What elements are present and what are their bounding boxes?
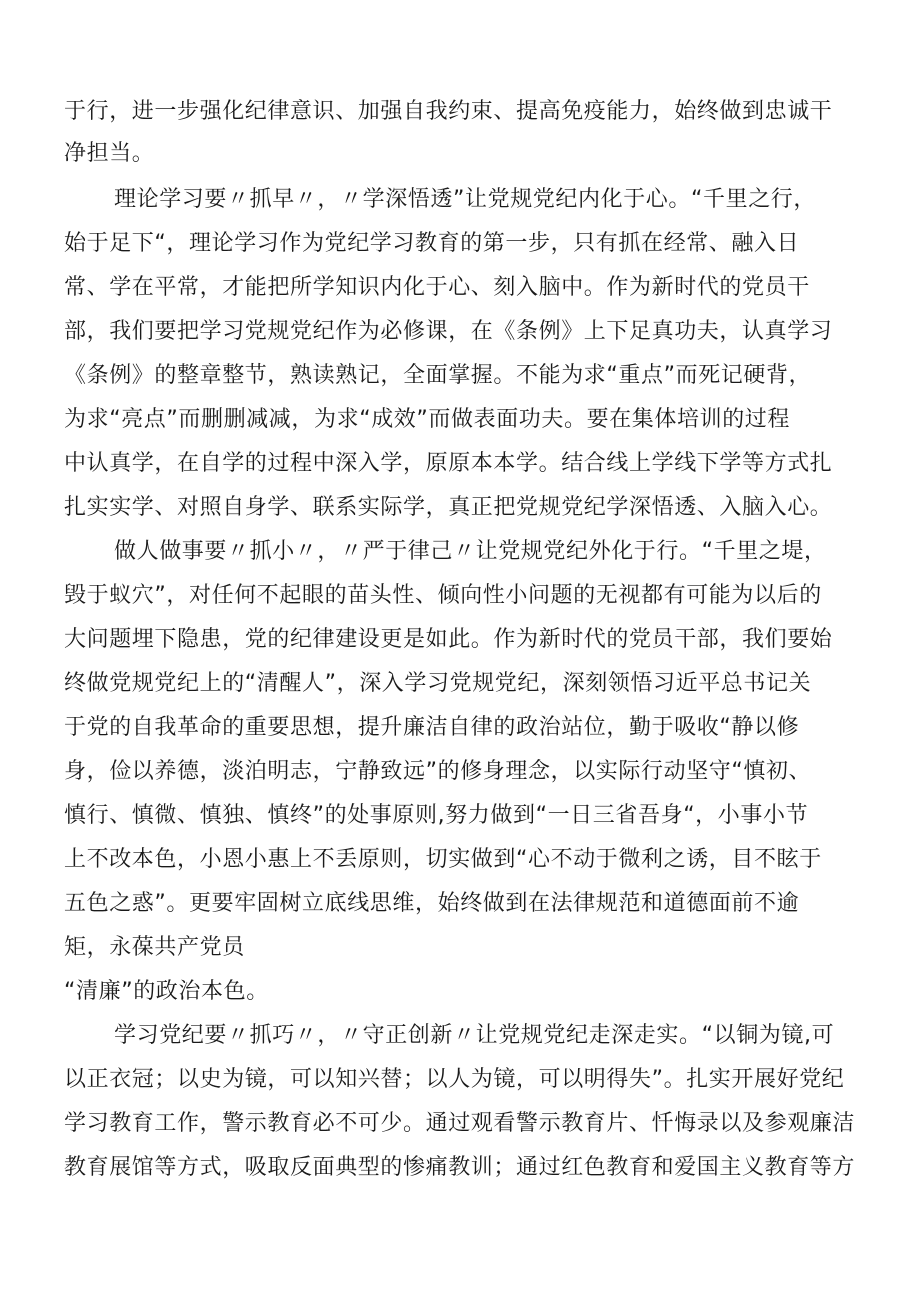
text-line: 五色之惑”。更要牢固树立底线思维，始终做到在法律规范和道德面前不逾	[64, 891, 800, 916]
text-line: 大问题埋下隐患，党的纪律建设更是如此。作为新时代的党员干部，我们要始	[64, 627, 833, 652]
paragraph-lead-line: 学习党纪要〃抓巧〃，〃守正创新〃让党规党纪走深走实。“以铜为镜,可	[114, 1023, 835, 1048]
text-line: 部，我们要把学习党规党纪作为必修课，在《条例》上下足真功夫，认真学习	[64, 319, 833, 344]
text-line: “清廉”的政治本色。	[64, 979, 269, 1004]
text-line: 矩，永葆共产党员	[64, 935, 245, 960]
text-line: 以正衣冠；以史为镜，可以知兴替；以人为镜，可以明得失”。扎实开展好党纪	[64, 1067, 845, 1092]
text-line: 学习教育工作，警示教育必不可少。通过观看警示教育片、忏悔录以及参观廉洁	[64, 1111, 856, 1136]
text-line: 中认真学，在自学的过程中深入学，原原本本学。结合线上学线下学等方式扎	[64, 451, 833, 476]
text-line: 常、学在平常，才能把所学知识内化于心、刻入脑中。作为新时代的党员干	[64, 275, 810, 300]
text-line: 扎实实学、对照自身学、联系实际学，真正把党规党纪学深悟透、入脑入心。	[64, 495, 833, 520]
paragraph-lead-line: 做人做事要〃抓小〃，〃严于律己〃让党规党纪外化于行。“千里之堤，	[114, 539, 827, 564]
text-line: 身，俭以养德，淡泊明志，宁静致远”的修身理念，以实际行动坚守“慎初、	[64, 759, 812, 784]
text-line: 慎行、慎微、慎独、慎终”的处事原则,努力做到“一日三省吾身“，小事小节	[64, 803, 809, 828]
text-line: 上不改本色，小恩小惠上不丢原则，切实做到“心不动于微利之诱，目不眩于	[64, 847, 822, 872]
text-line: 终做党规党纪上的“清醒人”，深入学习党规党纪，深刻领悟习近平总书记关	[64, 671, 812, 696]
text-line: 为求“亮点”而删删减减，为求“成效”而做表面功夫。要在集体培训的过程	[64, 407, 790, 432]
text-line: 《条例》的整章整节，熟读熟记，全面掌握。不能为求“重点”而死记硬背，	[64, 363, 812, 388]
text-line: 毁于蚁穴”，对任何不起眼的苗头性、倾向性小问题的无视都有可能为以后的	[64, 583, 822, 608]
text-line: 于行，进一步强化纪律意识、加强自我约束、提高免疫能力，始终做到忠诚干	[64, 99, 833, 124]
paragraph-lead-line: 理论学习要〃抓早〃，〃学深悟透”让党规党纪内化于心。“千里之行，	[114, 187, 816, 212]
text-line: 教育展馆等方式，吸取反面典型的惨痛教训；通过红色教育和爱国主义教育等方	[64, 1155, 856, 1180]
text-line: 净担当。	[64, 141, 155, 166]
text-line: 始于足下“，理论学习作为党纪学习教育的第一步，只有抓在经常、融入日	[64, 231, 800, 256]
text-line: 于党的自我革命的重要思想，提升廉洁自律的政治站位，勤于吸收“静以修	[64, 715, 800, 740]
